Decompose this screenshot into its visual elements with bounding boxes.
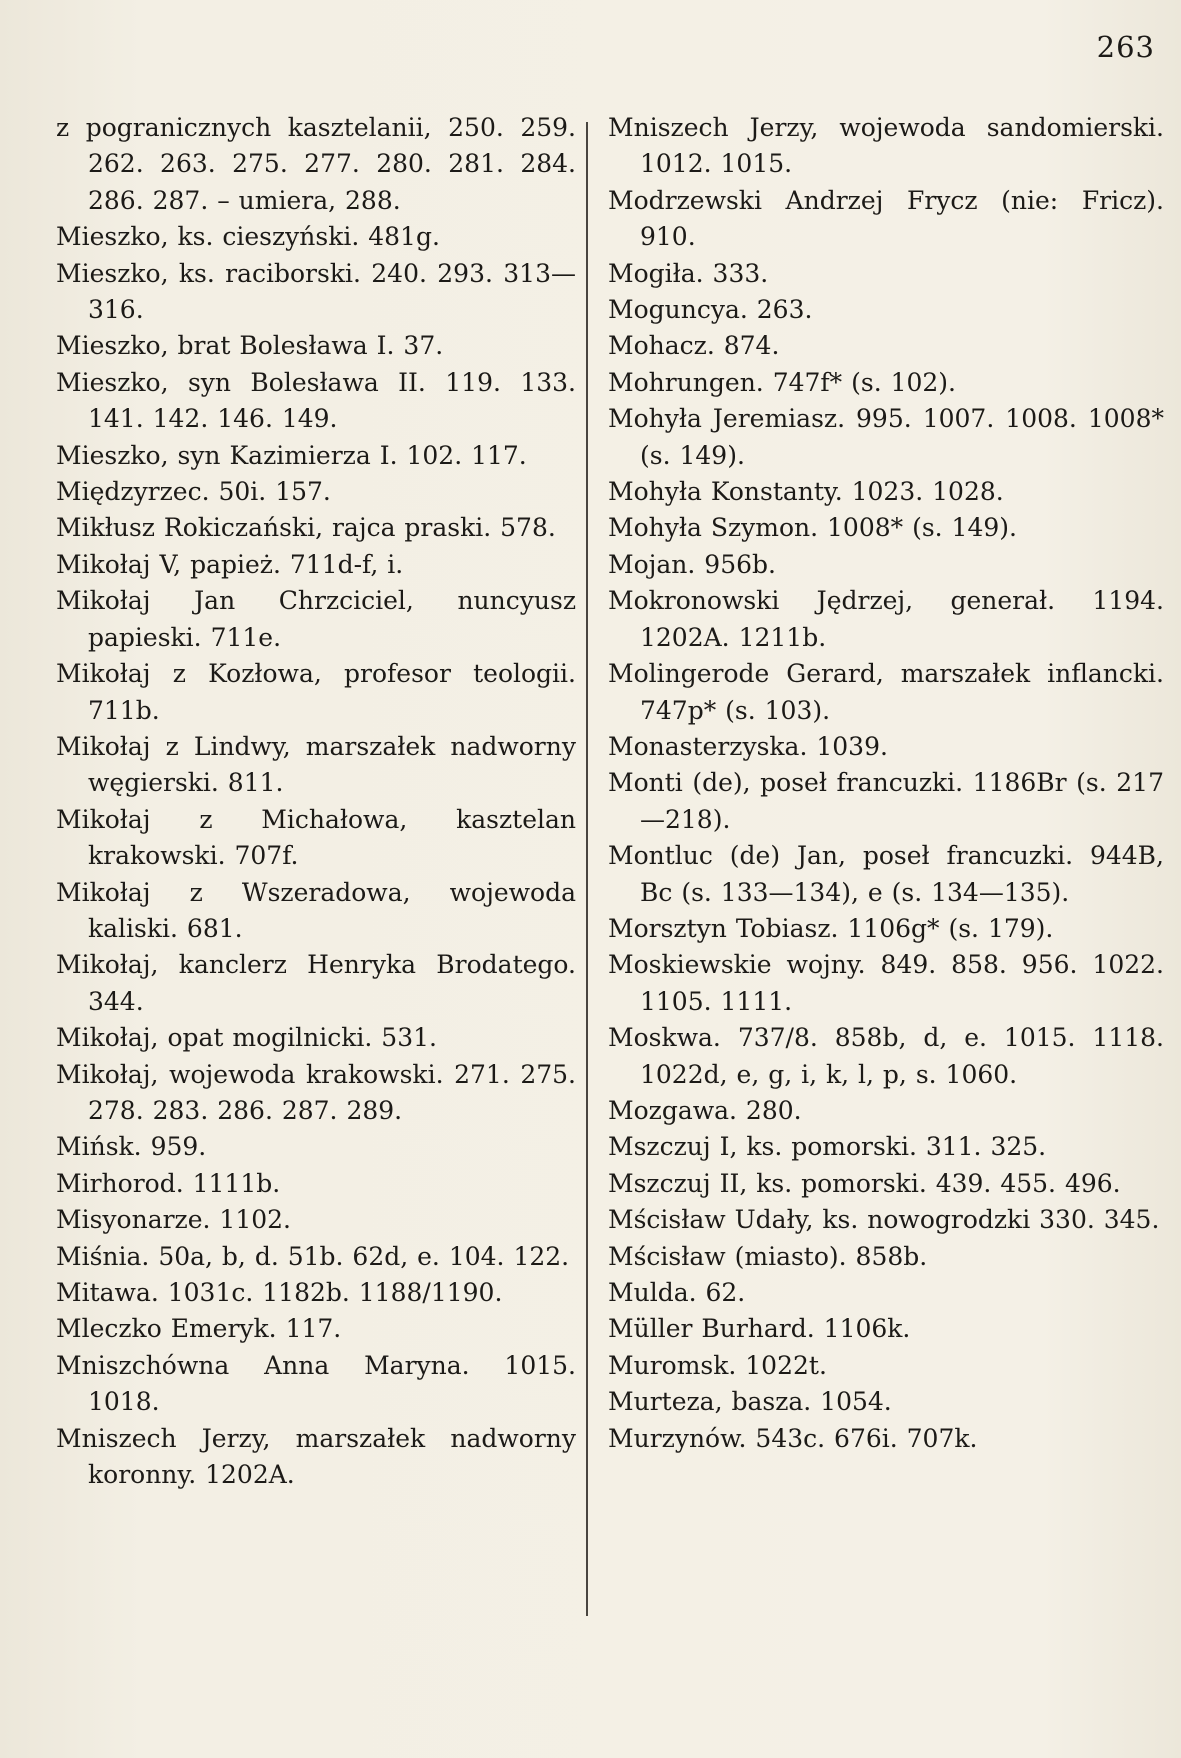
index-entry: Miśnia. 50a, b, d. 51b. 62d, e. 104. 122. [56,1241,570,1271]
index-entry: Montluc (de) Jan, poseł francuzki. 944B, Bc (s. 133—134), e (s. 134—135). [608,841,1164,907]
index-column-right [608,110,1164,1457]
index-entry: Mikołaj Jan Chrzciciel, nuncyusz papieski. 711e. [56,586,576,652]
index-entry: Misyonarze. 1102. [56,1205,291,1235]
index-entry: Mikołaj, opat mogilnicki. 531. [56,1023,437,1053]
index-entry: Mniszech Jerzy, wojewoda sandomierski. 1012. 1015. [608,113,1164,179]
index-entry: Mszczuj I, ks. pomorski. 311. 325. [608,1132,1047,1162]
index-entry: Monti (de), poseł francuzki. 1186Br (s. 217—218). [608,768,1164,834]
index-entry: Mikołaj z Lindwy, marszałek nadworny węgierski. 811. [56,731,576,798]
index-entry: Mniszech Jerzy, marszałek nadworny koronny. 1202A. [56,1423,576,1490]
index-entry: Mokronowski Jędrzej, generał. 1194. 1202A. 1211b. [608,586,1164,652]
index-entry: Mścisław (miasto). 858b. [608,1241,928,1271]
index-entry: Mniszchówna Anna Maryna. 1015. 1018. [56,1350,576,1417]
index-entry: Mleczko Emeryk. 117. [56,1314,342,1344]
index-entry: Mikłusz Rokiczański, rajca praski. 578. [56,513,556,543]
index-entry: Mitawa. 1031c. 1182b. 1188/1190. [56,1278,503,1307]
index-column-left [56,110,576,1493]
index-entry: Mikołaj z Wszeradowa, wojewoda kaliski. 681. [56,877,576,943]
index-entry: Mikołaj V, papież. 711d-f, i. [56,549,404,579]
index-entry: z pogranicznych kasztelanii, 250. 259. 262. 263. 275. 277. 280. 281. 284. 286. 287. – umiera, 288. [56,113,576,215]
index-entry: Mieszko, syn Bolesława II. 119. 133. 141. 142. 146. 149. [56,367,576,434]
index-entry: Mieszko, ks. cieszyński. 481g. [56,222,440,252]
index-entry: Molingerode Gerard, marszałek inflancki. 747p* (s. 103). [608,659,1164,725]
index-entry: Mohacz. 874. [608,331,780,361]
index-entry: Międzyrzec. 50i. 157. [56,477,331,507]
index-entry: Muromsk. 1022t. [608,1350,827,1380]
index-entry: Mieszko, syn Kazimierza I. 102. 117. [56,440,527,470]
index-entry: Mogiła. 333. [608,258,769,288]
index-entry: Mieszko, ks. raciborski. 240. 293. 313—316. [56,258,576,325]
index-entry: Murteza, basza. 1054. [608,1387,892,1417]
index-entry: Mikołaj z Kozłowa, profesor teologii. 711b. [56,659,576,725]
index-entry: Morsztyn Tobiasz. 1106g* (s. 179). [608,913,1054,943]
column-divider [586,122,588,1616]
index-entry: Mińsk. 959. [56,1132,207,1162]
index-entry: Modrzewski Andrzej Frycz (nie: Fricz). 910. [608,185,1164,252]
index-entry: Mojan. 956b. [608,549,776,579]
index-entry: Mikołaj z Michałowa, kasztelan krakowski. 707f. [56,804,576,871]
index-entry: Murzynów. 543c. 676i. 707k. [608,1423,978,1453]
index-entry: Mikołaj, wojewoda krakowski. 271. 275. 278. 283. 286. 287. 289. [56,1059,576,1125]
index-entry: Mohyła Jeremiasz. 995. 1007. 1008. 1008* (s. 149). [608,404,1164,470]
index-entry: Mszczuj II, ks. pomorski. 439. 455. 496. [608,1168,1121,1198]
index-entry: Mikołaj, kanclerz Henryka Brodatego. 344. [56,950,576,1016]
index-entry: Moguncya. 263. [608,295,813,325]
index-entry: Müller Burhard. 1106k. [608,1314,911,1344]
index-entry: Mulda. 62. [608,1278,746,1307]
index-entry: Mohrungen. 747f* (s. 102). [608,367,957,397]
index-entry: Mohyła Szymon. 1008* (s. 149). [608,513,1017,543]
index-entry: Mścisław Udały, ks. nowogrodzki 330. 345. [608,1205,1160,1235]
index-entry: Mieszko, brat Bolesława I. 37. [56,331,444,361]
index-entry: Mirhorod. 1111b. [56,1168,281,1198]
index-entry: Monasterzyska. 1039. [608,731,888,761]
index-entry: Mohyła Konstanty. 1023. 1028. [608,477,1004,507]
index-entry: Moskiewskie wojny. 849. 858. 956. 1022. 1105. 1111. [608,950,1164,1016]
page-number: 263 [1096,30,1155,64]
index-entry: Mozgawa. 280. [608,1095,802,1125]
index-entry: Moskwa. 737/8. 858b, d, e. 1015. 1118. 1022d, e, g, i, k, l, p, s. 1060. [608,1023,1164,1089]
